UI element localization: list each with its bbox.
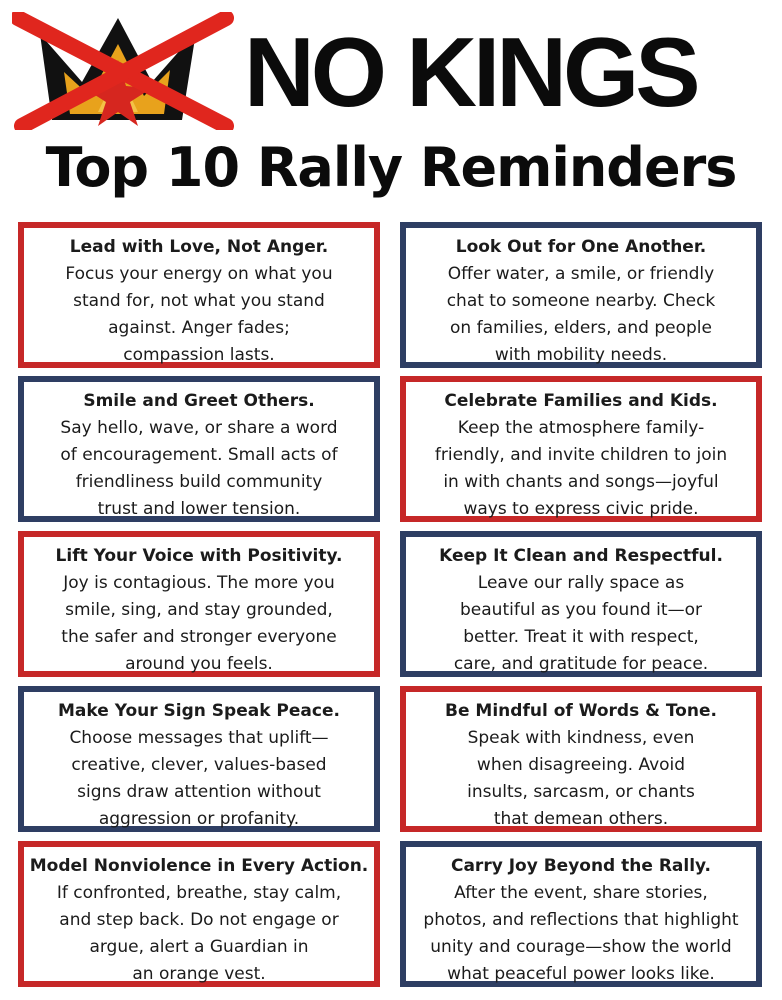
reminder-body-line: of encouragement. Small acts of	[60, 445, 338, 465]
reminder-body-line: Keep the atmosphere family-	[457, 418, 705, 438]
reminder-title: Be Mindful of Words & Tone.	[445, 701, 717, 721]
reminder-body	[60, 415, 337, 523]
reminder-card	[400, 222, 762, 368]
reminder-title: Model Nonviolence in Every Action.	[29, 856, 369, 876]
reminder-body-line: insults, sarcasm, or chants	[467, 782, 695, 802]
reminder-title: Smile and Greet Others.	[83, 391, 315, 411]
page-title: Top 10 Rally Reminders	[45, 136, 737, 199]
reminder-card	[18, 222, 380, 368]
reminder-card	[18, 686, 380, 832]
reminder-body-line: argue, alert a Guardian in	[89, 937, 309, 957]
reminder-body-line: Speak with kindness, even	[467, 728, 695, 748]
reminder-body-line: around you feels.	[125, 654, 273, 674]
reminder-body-line: stand for, not what you stand	[73, 291, 325, 311]
reminder-body-line: against. Anger fades;	[108, 318, 290, 338]
reminder-title: Make Your Sign Speak Peace.	[58, 701, 340, 721]
reminder-body	[61, 570, 336, 678]
reminder-title: Carry Joy Beyond the Rally.	[450, 856, 712, 876]
reminder-body-line: in with chants and songs—joyful	[443, 472, 719, 492]
reminder-body	[69, 725, 328, 833]
reminder-card	[18, 376, 380, 522]
reminder-title: Celebrate Families and Kids.	[444, 391, 718, 411]
reminder-body	[423, 880, 738, 988]
reminder-body-line: better. Treat it with respect,	[463, 627, 699, 647]
reminder-card	[400, 841, 762, 987]
reminder-body-line: with mobility needs.	[494, 345, 668, 365]
reminder-body-line: chat to someone nearby. Check	[446, 291, 716, 311]
reminder-body-line: If confronted, breathe, stay calm,	[56, 883, 342, 903]
reminder-body-line: compassion lasts.	[123, 345, 275, 365]
reminder-body-line: aggression or profanity.	[98, 809, 300, 829]
reminder-body-line: Joy is contagious. The more you	[63, 573, 335, 593]
reminder-body-line: unity and courage—show the world	[430, 937, 732, 957]
reminder-body-line: what peaceful power looks like.	[447, 964, 715, 984]
reminder-card	[400, 376, 762, 522]
reminder-body	[454, 570, 708, 678]
reminder-body-line: friendliness build community	[75, 472, 323, 492]
reminder-body-line: smile, sing, and stay grounded,	[65, 600, 333, 620]
reminder-body	[435, 415, 727, 523]
reminder-body-line: on families, elders, and people	[450, 318, 712, 338]
reminder-body-line: Focus your energy on what you	[65, 264, 333, 284]
reminder-title: Lead with Love, Not Anger.	[69, 237, 329, 257]
reminder-body-line: signs draw attention without	[77, 782, 321, 802]
reminder-body	[57, 880, 341, 988]
reminder-body-line: Offer water, a smile, or friendly	[447, 264, 715, 284]
reminder-card	[400, 686, 762, 832]
reminder-body	[65, 261, 332, 369]
reminder-body	[467, 725, 695, 833]
reminder-title: Look Out for One Another.	[455, 237, 707, 257]
reminder-card	[18, 531, 380, 677]
reminder-body	[447, 261, 716, 369]
reminder-body-line: when disagreeing. Avoid	[476, 755, 686, 775]
reminder-body-line: ways to express civic pride.	[463, 499, 699, 519]
reminder-body-line: friendly, and invite children to join	[434, 445, 728, 465]
reminder-card	[18, 841, 380, 987]
reminder-body-line: trust and lower tension.	[97, 499, 301, 519]
reminder-body-line: After the event, share stories,	[454, 883, 708, 903]
reminder-title: Lift Your Voice with Positivity.	[55, 546, 343, 566]
reminder-title: Keep It Clean and Respectful.	[439, 546, 723, 566]
reminder-body-line: care, and gratitude for peace.	[453, 654, 709, 674]
reminder-body-line: and step back. Do not engage or	[59, 910, 339, 930]
reminder-body-line: creative, clever, values-based	[71, 755, 327, 775]
reminder-body-line: the safer and stronger everyone	[61, 627, 337, 647]
reminder-body-line: Choose messages that uplift—	[69, 728, 329, 748]
brand-wordmark: NO KINGS	[244, 17, 697, 127]
reminder-card	[400, 531, 762, 677]
reminder-body-line: that demean others.	[493, 809, 669, 829]
reminder-body-line: photos, and reflections that highlight	[423, 910, 739, 930]
reminder-body-line: beautiful as you found it—or	[460, 600, 702, 620]
reminder-body-line: Leave our rally space as	[477, 573, 685, 593]
reminder-body-line: an orange vest.	[132, 964, 266, 984]
reminder-body-line: Say hello, wave, or share a word	[60, 418, 338, 438]
